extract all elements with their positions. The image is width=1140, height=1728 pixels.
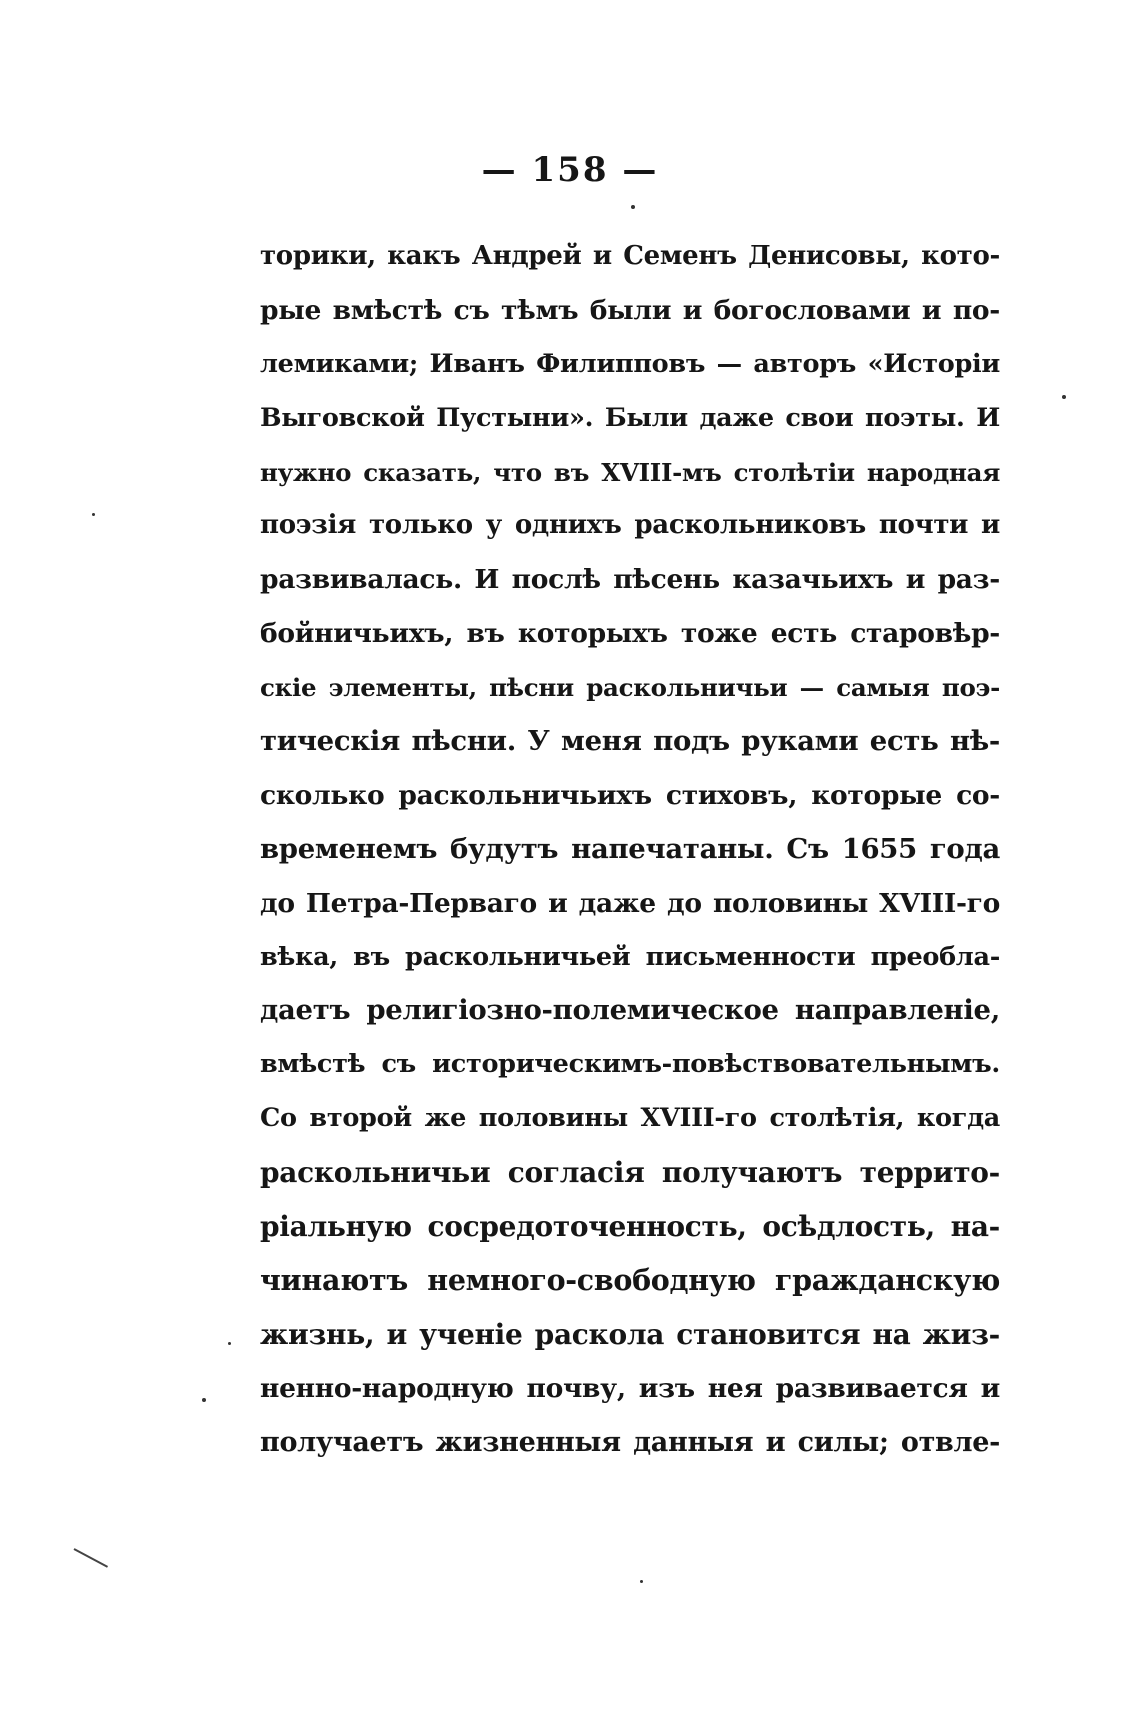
scan-speck bbox=[92, 513, 95, 516]
text-line: до Петра-Перваго и даже до половины XVIII-го bbox=[260, 887, 1000, 919]
text-line: тическія пѣсни. У меня подъ руками есть нѣ- bbox=[260, 725, 1000, 758]
text-line: чинаютъ немного-свободную гражданскую bbox=[260, 1262, 1000, 1297]
text-line: скіе элементы, пѣсни раскольничьи — самыя поэ- bbox=[260, 673, 1000, 703]
body-text bbox=[260, 230, 1000, 1469]
text-line: Выговской Пустыни». Были даже свои поэты. И bbox=[260, 402, 1000, 433]
text-line: жизнь, и ученіе раскола становится на жиз- bbox=[260, 1317, 1000, 1351]
text-line: ненно-народную почву, изъ нея развивается и bbox=[260, 1372, 1000, 1404]
text-line: лемиками; Иванъ Филипповъ — авторъ «Исторіи bbox=[260, 348, 1000, 379]
text-line: получаетъ жизненныя данныя и силы; отвле- bbox=[260, 1426, 1000, 1458]
text-line: бойничьихъ, въ которыхъ тоже есть старовѣр- bbox=[260, 618, 1000, 650]
scan-mark bbox=[74, 1548, 108, 1568]
text-line: даетъ религіозно-полемическое направленіе, bbox=[260, 994, 1000, 1027]
text-line: нужно сказать, что въ XVIII-мъ столѣтіи народная bbox=[260, 457, 1000, 487]
text-line: раскольничьи согласія получаютъ террито- bbox=[260, 1156, 1000, 1190]
text-line: временемъ будутъ напечатаны. Съ 1655 года bbox=[260, 832, 1000, 865]
scan-speck bbox=[640, 1580, 643, 1583]
text-line: торики, какъ Андрей и Семенъ Денисовы, кото- bbox=[260, 241, 1000, 271]
text-line: ріальную сосредоточенность, осѣдлость, на- bbox=[260, 1210, 1000, 1244]
text-line: рые вмѣстѣ съ тѣмъ были и богословами и по- bbox=[260, 294, 1000, 326]
scan-speck bbox=[631, 205, 635, 209]
text-line: развивалась. И послѣ пѣсень казачьихъ и раз- bbox=[260, 564, 1000, 596]
scan-speck bbox=[202, 1398, 206, 1402]
text-line: Со второй же половины XVIII-го столѣтія, когда bbox=[260, 1103, 1000, 1134]
text-line: сколько раскольничьихъ стиховъ, которые со- bbox=[260, 779, 1000, 811]
text-line: вмѣстѣ съ историческимъ-повѣствовательнымъ. bbox=[260, 1049, 1000, 1080]
page-number: — 158 — bbox=[481, 150, 659, 190]
scan-speck bbox=[228, 1342, 231, 1345]
text-line: вѣка, въ раскольничьей письменности преобла- bbox=[260, 941, 1000, 972]
scan-speck bbox=[1062, 395, 1066, 399]
text-line: поэзія только у однихъ раскольниковъ почти и bbox=[260, 510, 1000, 541]
